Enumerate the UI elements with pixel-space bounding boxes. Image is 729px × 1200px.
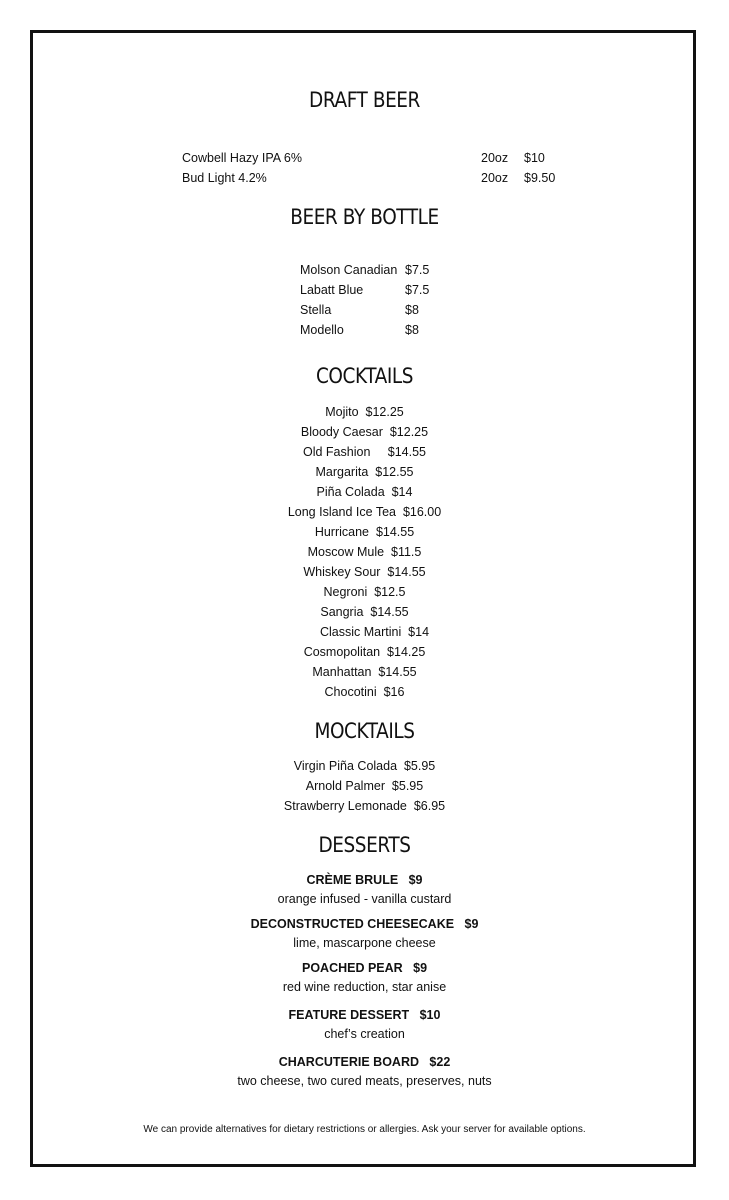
dessert-title: CHARCUTERIE BOARD $22 — [278, 1055, 451, 1069]
draft-item-size: 20oz — [481, 151, 509, 165]
dietary-note: We can provide alternatives for dietary restrictions or allergies. Ask your server for available options. — [143, 1124, 586, 1135]
mocktail-item: Arnold Palmer $5.95 — [305, 779, 424, 793]
dessert-description: red wine reduction, star anise — [282, 980, 447, 994]
bottle-item-price: $7.5 — [405, 263, 430, 277]
mocktail-item: Virgin Piña Colada $5.95 — [293, 759, 436, 773]
mocktails-heading: MOCKTAILS — [314, 719, 415, 743]
dessert-title: FEATURE DESSERT $10 — [288, 1008, 441, 1022]
beer-by-bottle-heading: BEER BY BOTTLE — [290, 205, 439, 229]
cocktail-item: Negroni $12.5 — [323, 585, 406, 599]
cocktail-item: Piña Colada $14 — [316, 485, 413, 499]
dessert-title: CRÈME BRULE $9 — [306, 873, 423, 887]
draft-item-name: Bud Light 4.2% — [182, 171, 267, 185]
bottle-item-name: Modello — [300, 323, 344, 337]
cocktail-item: Whiskey Sour $14.55 — [303, 565, 426, 579]
cocktail-item: Hurricane $14.55 — [314, 525, 415, 539]
desserts-heading: DESSERTS — [318, 833, 411, 857]
cocktail-item: Bloody Caesar $12.25 — [300, 425, 429, 439]
dessert-title: POACHED PEAR $9 — [301, 961, 428, 975]
cocktail-item: Chocotini $16 — [324, 685, 405, 699]
draft-item-size: 20oz — [481, 171, 509, 185]
cocktail-item: Classic Martini $14 — [319, 625, 430, 639]
cocktails-heading: COCKTAILS — [315, 364, 414, 388]
bottle-item-price: $7.5 — [405, 283, 430, 297]
bottle-item-name: Molson Canadian — [300, 263, 398, 277]
cocktail-item: Margarita $12.55 — [315, 465, 414, 479]
cocktail-item: Long Island Ice Tea $16.00 — [287, 505, 442, 519]
dessert-description: lime, mascarpone cheese — [293, 936, 436, 950]
cocktail-item: Mojito $12.25 — [325, 405, 404, 419]
draft-item-price: $10 — [524, 151, 545, 165]
dessert-title: DECONSTRUCTED CHEESECAKE $9 — [250, 917, 479, 931]
cocktail-item: Sangria $14.55 — [320, 605, 409, 619]
bottle-item-price: $8 — [405, 303, 419, 317]
draft-beer-heading: DRAFT BEER — [309, 88, 420, 112]
draft-item-name: Cowbell Hazy IPA 6% — [182, 151, 302, 165]
dessert-description: orange infused - vanilla custard — [277, 892, 452, 906]
cocktail-item: Moscow Mule $11.5 — [307, 545, 422, 559]
bottle-item-price: $8 — [405, 323, 419, 337]
cocktail-item: Manhattan $14.55 — [312, 665, 417, 679]
draft-item-price: $9.50 — [524, 171, 556, 185]
cocktail-item: Cosmopolitan $14.25 — [303, 645, 426, 659]
bottle-item-name: Stella — [300, 303, 332, 317]
bottle-item-name: Labatt Blue — [300, 283, 364, 297]
cocktail-item: Old Fashion $14.55 — [303, 445, 426, 459]
dessert-description: two cheese, two cured meats, preserves, nuts — [237, 1074, 492, 1088]
dessert-description: chef’s creation — [324, 1027, 405, 1041]
mocktail-item: Strawberry Lemonade $6.95 — [283, 799, 446, 813]
